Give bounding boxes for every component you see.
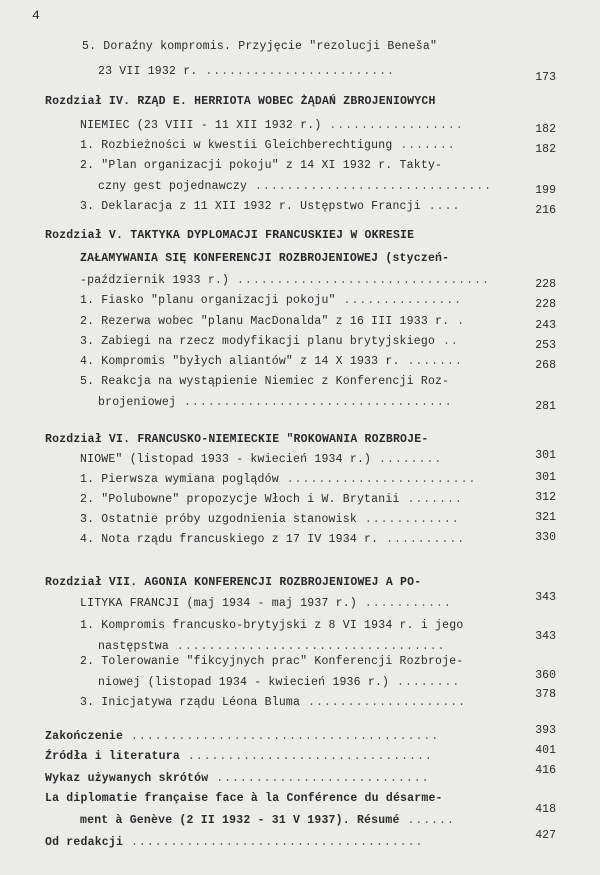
toc-page-ref: 182 xyxy=(535,123,556,136)
toc-page-ref: 268 xyxy=(535,359,556,372)
toc-page-ref: 301 xyxy=(535,471,556,484)
toc-entry-text: ment à Genève (2 II 1932 - 31 V 1937). Résumé xyxy=(80,814,400,827)
toc-entry: Od redakcji ..................................... xyxy=(45,836,424,849)
toc-page-ref: 343 xyxy=(535,630,556,643)
toc-entry: niowej (listopad 1934 - kwiecień 1936 r.) ........ xyxy=(98,676,461,689)
toc-page-ref: 378 xyxy=(535,688,556,701)
toc-entry-text: Wykaz używanych skrótów xyxy=(45,772,209,785)
toc-page-ref: 418 xyxy=(535,803,556,816)
toc-page-ref: 173 xyxy=(535,71,556,84)
toc-entry-text: La diplomatie française face à la Conférence du désarme- xyxy=(45,792,443,805)
toc-entry-text: brojeniowej xyxy=(98,396,177,409)
toc-page-ref: 182 xyxy=(535,143,556,156)
toc-entry-text: 3. Deklaracja z 11 XII 1932 r. Ustępstwo Francji xyxy=(80,200,421,213)
toc-page-ref: 427 xyxy=(535,829,556,842)
toc-entry-text: 2. "Polubowne" propozycje Włoch i W. Brytanii xyxy=(80,493,400,506)
toc-page-ref: 321 xyxy=(535,511,556,524)
toc-entry-text: NIOWE" (listopad 1933 - kwiecień 1934 r.) xyxy=(80,453,372,466)
chapter-heading: Rozdział VI. FRANCUSKO-NIEMIECKIE "ROKOWANIA ROZBROJE- xyxy=(45,433,429,446)
toc-entry: Zakończenie ....................................... xyxy=(45,730,440,743)
toc-entry-text: niowej (listopad 1934 - kwiecień 1936 r.) xyxy=(98,676,390,689)
toc-entry-text: 2. Tolerowanie "fikcyjnych prac" Konferencji Rozbroje- xyxy=(80,655,464,668)
toc-entry: 1. Pierwsza wymiana poglądów ........................ xyxy=(80,473,477,486)
toc-entry-text: 3. Inicjatywa rządu Léona Bluma xyxy=(80,696,301,709)
toc-page-ref: 312 xyxy=(535,491,556,504)
toc-entry-text: LITYKA FRANCJI (maj 1934 - maj 1937 r.) xyxy=(80,597,357,610)
toc-entry: Wykaz używanych skrótów ........................... xyxy=(45,772,430,785)
toc-page-ref: 253 xyxy=(535,339,556,352)
toc-entry: następstwa .................................. xyxy=(98,640,446,653)
chapter-heading: Rozdział IV. RZĄD E. HERRIOTA WOBEC ŻĄDAŃ ZBROJENIOWYCH xyxy=(45,95,436,108)
toc-entry: LITYKA FRANCJI (maj 1934 - maj 1937 r.) ........... xyxy=(80,597,452,610)
toc-page-ref: 228 xyxy=(535,278,556,291)
toc-entry: 3. Ostatnie próby uzgodnienia stanowisk ............ xyxy=(80,513,460,526)
toc-entry: -październik 1933 r.) ................................ xyxy=(80,274,490,287)
chapter-heading: Rozdział V. TAKTYKA DYPLOMACJI FRANCUSKIEJ W OKRESIE xyxy=(45,229,415,242)
toc-entry: 3. Zabiegi na rzecz modyfikacji planu brytyjskiego .. xyxy=(80,335,459,348)
toc-entry: 3. Inicjatywa rządu Léona Bluma .................... xyxy=(80,696,467,709)
toc-entry-text: następstwa xyxy=(98,640,170,653)
toc-entry: 2. "Polubowne" propozycje Włoch i W. Brytanii ....... xyxy=(80,493,463,506)
toc-entry-text: czny gest pojednawczy xyxy=(98,180,248,193)
toc-page-ref: 360 xyxy=(535,669,556,682)
toc-page-ref: 393 xyxy=(535,724,556,737)
toc-entry: 4. Nota rządu francuskiego z 17 IV 1934 r. .......... xyxy=(80,533,466,546)
toc-entry-text: 2. Rezerwa wobec "planu MacDonalda" z 16 III 1933 r. xyxy=(80,315,450,328)
toc-entry-text: Od redakcji xyxy=(45,836,124,849)
toc-entry-text: 23 VII 1932 r. xyxy=(98,65,198,78)
toc-entry: NIEMIEC (23 VIII - 11 XII 1932 r.) ................. xyxy=(80,119,464,132)
chapter-heading: Rozdział VII. AGONIA KONFERENCJI ROZBROJENIOWEJ A PO- xyxy=(45,576,422,589)
toc-page-ref: 243 xyxy=(535,319,556,332)
toc-entry-text: 4. Nota rządu francuskiego z 17 IV 1934 r. xyxy=(80,533,379,546)
toc-entry-text: Źródła i literatura xyxy=(45,750,180,763)
toc-entry-text: 3. Zabiegi na rzecz modyfikacji planu brytyjskiego xyxy=(80,335,436,348)
toc-entry: Źródła i literatura ............................... xyxy=(45,750,433,763)
toc-page-ref: 281 xyxy=(535,400,556,413)
toc-entry: 1. Rozbieżności w kwestii Gleichberechtigung ....... xyxy=(80,139,456,152)
toc-page-ref: 199 xyxy=(535,184,556,197)
toc-entry-text: 1. Kompromis francusko-brytyjski z 8 VI 1934 r. i jego xyxy=(80,619,464,632)
toc-entry: NIOWE" (listopad 1933 - kwiecień 1934 r.) ........ xyxy=(80,453,443,466)
toc-entry-text: 1. Fiasko "planu organizacji pokoju" xyxy=(80,294,336,307)
toc-entry: 23 VII 1932 r. ........................ xyxy=(98,65,395,78)
toc-page-ref: 401 xyxy=(535,744,556,757)
toc-entry-text: Zakończenie xyxy=(45,730,124,743)
toc-entry-text: 1. Rozbieżności w kwestii Gleichberechtigung xyxy=(80,139,393,152)
toc-entry: 1. Fiasko "planu organizacji pokoju" ............... xyxy=(80,294,463,307)
toc-page-ref: 301 xyxy=(535,449,556,462)
toc-entry: ment à Genève (2 II 1932 - 31 V 1937). Résumé ...... xyxy=(80,814,455,827)
toc-entry: brojeniowej .................................. xyxy=(98,396,453,409)
toc-page-ref: 228 xyxy=(535,298,556,311)
toc-entry: 2. Rezerwa wobec "planu MacDonalda" z 16 III 1933 r. . xyxy=(80,315,466,328)
toc-page-ref: 343 xyxy=(535,591,556,604)
toc-entry-text: 1. Pierwsza wymiana poglądów xyxy=(80,473,279,486)
toc-entry-text: -październik 1933 r.) xyxy=(80,274,230,287)
toc-page-ref: 216 xyxy=(535,204,556,217)
toc-entry: 4. Kompromis "byłych aliantów" z 14 X 1933 r. ....... xyxy=(80,355,463,368)
toc-page-ref: 330 xyxy=(535,531,556,544)
page-number: 4 xyxy=(32,8,40,23)
chapter-heading-cont: ZAŁAMYWANIA SIĘ KONFERENCJI ROZBROJENIOWEJ (styczeń- xyxy=(80,252,450,265)
toc-entry-text: 2. "Plan organizacji pokoju" z 14 XI 1932 r. Takty- xyxy=(80,159,443,172)
toc-entry-text: 5. Doraźny kompromis. Przyjęcie "rezolucji Beneša" xyxy=(82,40,438,53)
toc-entry-text: 5. Reakcja na wystąpienie Niemiec z Konferencji Roz- xyxy=(80,375,450,388)
toc-entry-text: 4. Kompromis "byłych aliantów" z 14 X 1933 r. xyxy=(80,355,400,368)
toc-page-ref: 416 xyxy=(535,764,556,777)
toc-entry-text: 3. Ostatnie próby uzgodnienia stanowisk xyxy=(80,513,357,526)
toc-entry-text: NIEMIEC (23 VIII - 11 XII 1932 r.) xyxy=(80,119,322,132)
toc-entry: czny gest pojednawczy .............................. xyxy=(98,180,493,193)
toc-entry: 3. Deklaracja z 11 XII 1932 r. Ustępstwo Francji .... xyxy=(80,200,461,213)
